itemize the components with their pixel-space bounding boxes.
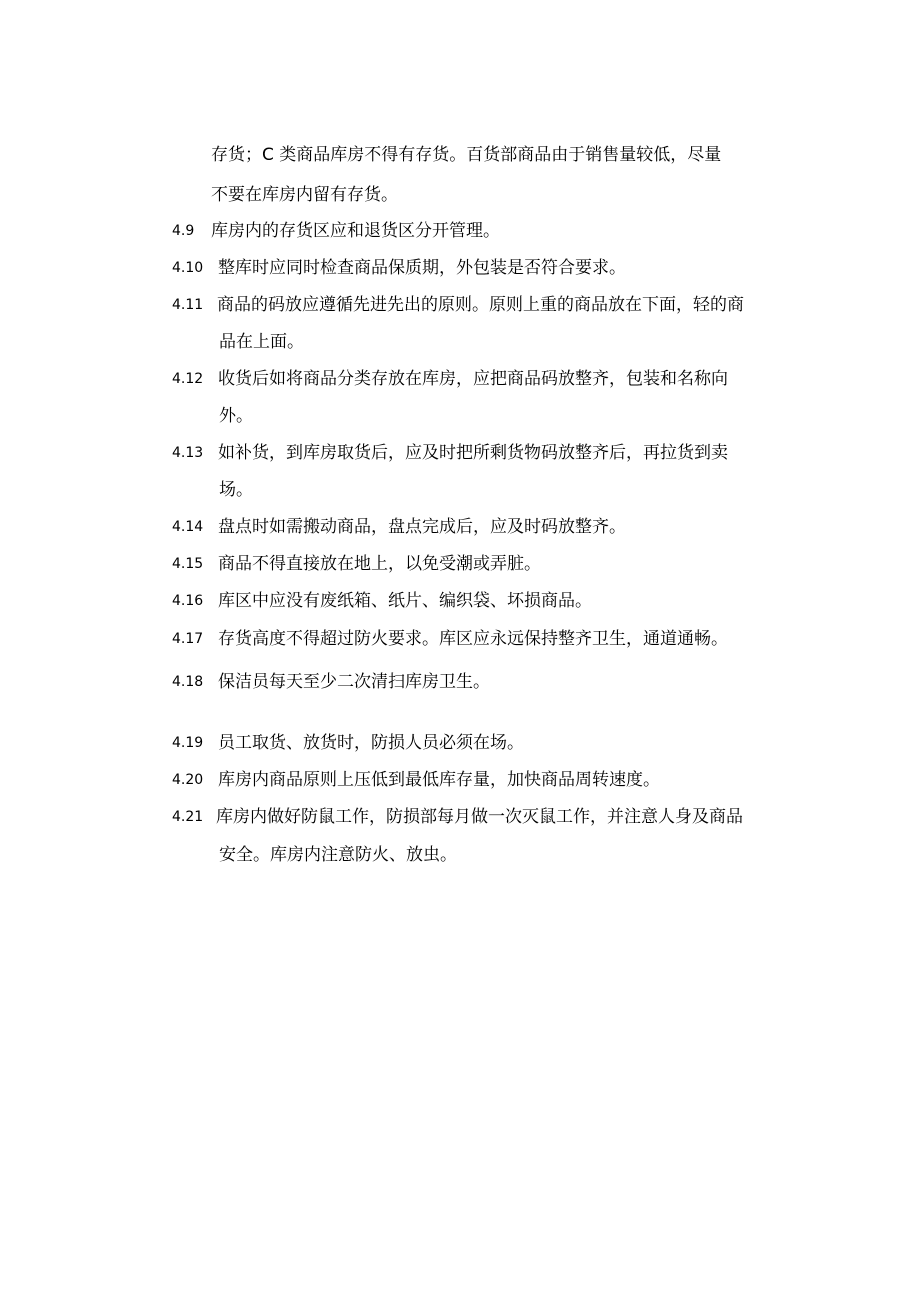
item-text: 收货后如将商品分类存放在库房，应把商品码放整齐，包装和名称向: [218, 369, 728, 389]
item-number: 4.14: [172, 519, 204, 535]
item-number: 4.21: [172, 809, 204, 825]
item-text-continuation: 场。: [219, 480, 253, 500]
item-number: 4.12: [172, 371, 204, 387]
item-number: 4.10: [172, 260, 204, 276]
item-number: 4.15: [172, 556, 204, 572]
item-text: 盘点时如需搬动商品，盘点完成后，应及时码放整齐。: [218, 517, 626, 537]
item-text: 库房内做好防鼠工作，防损部每月做一次灭鼠工作，并注意人身及商品: [216, 807, 743, 827]
item-text: 商品的码放应遵循先进先出的原则。原则上重的商品放在下面，轻的商: [217, 295, 744, 315]
item-number: 4.19: [172, 735, 204, 751]
item-text: 保洁员每天至少二次清扫库房卫生。: [218, 672, 490, 692]
item-number: 4.18: [172, 674, 204, 690]
item-number: 4.20: [172, 772, 204, 788]
item-text: 库房内商品原则上压低到最低库存量，加快商品周转速度。: [218, 770, 660, 790]
item-number: 4.16: [172, 593, 204, 609]
item-number: 4.17: [172, 631, 204, 647]
item-text: 如补货，到库房取货后，应及时把所剩货物码放整齐后，再拉货到卖: [218, 443, 728, 463]
item-text: 存货高度不得超过防火要求。库区应永远保持整齐卫生，通道通畅。: [218, 629, 728, 649]
item-text: 商品不得直接放在地上，以免受潮或弄脏。: [218, 554, 541, 574]
item-text: 员工取货、放货时，防损人员必须在场。: [218, 733, 524, 753]
item-text: 库房内的存货区应和退货区分开管理。: [211, 221, 500, 241]
item-text-continuation: 外。: [219, 406, 253, 426]
intro-line-1: 存货；C 类商品库房不得有存货。百货部商品由于销售量较低，尽量: [211, 145, 722, 165]
item-text: 库区中应没有废纸箱、纸片、编织袋、坏损商品。: [218, 591, 592, 611]
item-text: 整库时应同时检查商品保质期，外包装是否符合要求。: [218, 258, 626, 278]
item-number: 4.11: [172, 297, 204, 313]
item-text-continuation: 品在上面。: [219, 332, 304, 352]
item-number: 4.9: [172, 223, 195, 239]
item-text-continuation: 安全。库房内注意防火、放虫。: [219, 845, 457, 865]
intro-line-2: 不要在库房内留有存货。: [211, 185, 398, 205]
item-number: 4.13: [172, 445, 204, 461]
